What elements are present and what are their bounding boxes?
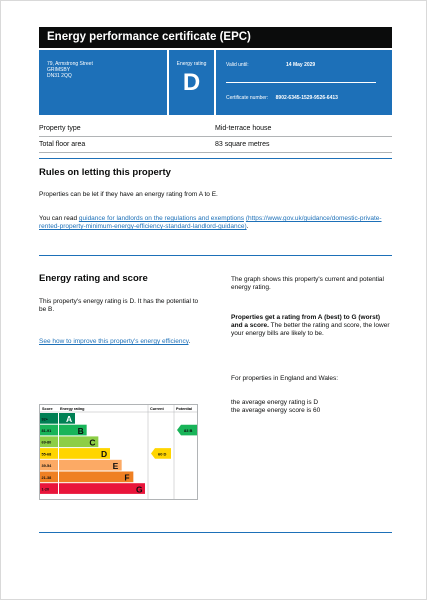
average-rating: the average energy rating is D [231, 399, 319, 406]
graph-header-potential: Potential [176, 407, 193, 411]
band-score-range: 55-68 [41, 452, 52, 457]
certificate-number [226, 95, 338, 101]
valid-until-value: 14 May 2029 [286, 62, 316, 68]
current-rating-label: 60 D [158, 451, 167, 457]
property-key: Total floor area [39, 141, 86, 148]
improve-para [39, 338, 199, 346]
section-divider [39, 532, 392, 533]
property-row [39, 121, 392, 137]
property-value: Mid-terrace house [215, 125, 272, 132]
band-letter: C [89, 437, 96, 448]
certificate-number-value: 8902-6345-1529-9526-6413 [275, 95, 338, 101]
band-letter: E [112, 460, 119, 471]
letting-prefix: You can read [39, 215, 79, 222]
energy-rating-graph [39, 404, 198, 500]
section-divider [39, 255, 392, 256]
band-score-range: 81-91 [41, 428, 52, 433]
band-score-range: 1-20 [41, 487, 50, 492]
band-letter: G [136, 484, 143, 495]
rating-explainer [231, 314, 391, 338]
average-score: the average energy score is 60 [231, 407, 321, 414]
rating-explainer-rest: The better the rating and score, the lower your energy bills are likely to be. [231, 322, 390, 337]
page-title: Energy performance certificate (EPC) [39, 27, 392, 48]
energy-rating-box [169, 50, 214, 115]
property-value: 83 square metres [215, 141, 270, 148]
band-score-range: 69-80 [41, 440, 52, 445]
address-line: GRIMSBY [47, 67, 71, 73]
band-score-range: 39-54 [41, 464, 52, 469]
property-details [39, 121, 392, 153]
graph-header-current: Current [150, 407, 164, 411]
score-heading: Energy rating and score [39, 273, 148, 284]
improve-suffix: . [188, 338, 191, 345]
letting-para: Properties can be let if they have an energy rating from A to E. [39, 191, 218, 198]
valid-until-label: Valid until: [226, 62, 249, 68]
band-letter: A [66, 414, 73, 425]
divider [226, 82, 376, 83]
band-score-range: 92+ [41, 417, 48, 422]
property-row [39, 137, 392, 153]
guidance-link[interactable]: guidance for landlords on the regulations and exemptions [78, 215, 245, 222]
property-key: Property type [39, 125, 81, 132]
band-bar-g [59, 483, 145, 494]
address-line: 79, Armstrong Street [47, 61, 93, 67]
score-para: This property's energy rating is D. It has the potential to be B. [39, 298, 199, 313]
energy-rating-value: D [182, 69, 201, 96]
graph-explainer: The graph shows this property's current and potential energy rating. [231, 276, 384, 291]
graph-header-score: Score [42, 407, 53, 411]
address-line: DN31 2QQ [47, 73, 72, 79]
letting-guidance [39, 215, 392, 231]
certificate-number-label: Certificate number: [226, 95, 269, 101]
energy-rating-label: Energy rating [176, 61, 207, 67]
address-box [39, 50, 167, 115]
improve-link[interactable]: See how to improve this property's energy efficiency [39, 338, 189, 345]
guidance-url[interactable]: (https://www.gov.uk/guidance/domestic-private-rented-property-minimum-energy-efficiency-standard-landlord-guidance) [39, 215, 382, 230]
band-score-range: 21-38 [41, 475, 52, 480]
band-letter: D [101, 449, 108, 460]
band-letter: B [77, 425, 84, 436]
rating-explainer-bold: Properties get a rating from A (best) to G (worst) and a score. [231, 314, 381, 329]
valid-until [226, 62, 316, 68]
letting-suffix: . [246, 223, 249, 230]
section-divider [39, 158, 392, 159]
letting-heading: Rules on letting this property [39, 167, 171, 178]
potential-rating-label: 83 B [184, 427, 193, 433]
energy-rating-graph-svg [40, 405, 197, 499]
graph-header-rating: Energy rating [60, 407, 85, 411]
england-wales-label: For properties in England and Wales: [231, 375, 339, 382]
certificate-box [216, 50, 392, 115]
band-letter: F [124, 472, 130, 483]
band-bar-f [59, 472, 133, 483]
